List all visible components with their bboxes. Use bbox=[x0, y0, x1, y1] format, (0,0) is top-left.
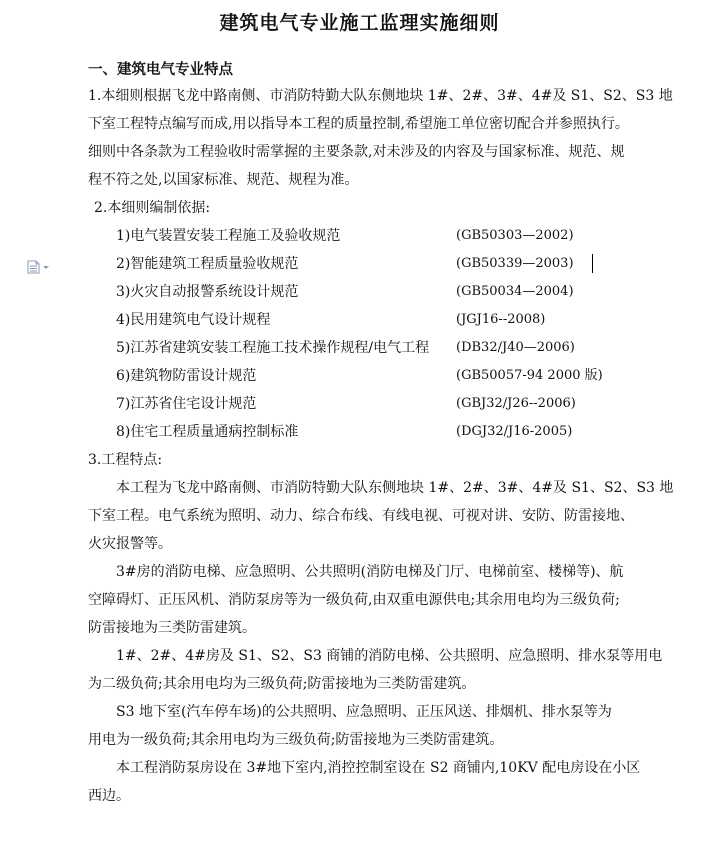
text-line: 本工程消防泵房设在 3#地下室内,消控控制室设在 S2 商铺内,10KV 配电房设在小区 bbox=[116, 760, 641, 776]
reference-name: 8)住宅工程质量通病控制标准 bbox=[116, 424, 299, 440]
text-line: 1.本细则根据飞龙中路南侧、市消防特勤大队东侧地块 1#、2#、3#、4#及 S1、S2、S3 地 bbox=[88, 88, 673, 104]
reference-name: 1)电气装置安装工程施工及验收规范 bbox=[116, 228, 341, 244]
reference-name: 3)火灾自动报警系统设计规范 bbox=[116, 284, 299, 300]
item1-paragraph bbox=[88, 82, 673, 194]
text-line: 程不符之处,以国家标准、规范、规程为准。 bbox=[88, 172, 359, 188]
text-line: 用电为一级负荷;其余用电均为三级负荷;防雷接地为三类防雷建筑。 bbox=[88, 732, 504, 748]
item3-paragraph-4 bbox=[88, 698, 648, 754]
text-line: 本工程为飞龙中路南侧、市消防特勤大队东侧地块 1#、2#、3#、4#及 S1、S2、S3 地 bbox=[116, 480, 674, 496]
reference-code: (JGJ16--2008) bbox=[456, 312, 546, 327]
reference-code: (GB50303—2002) bbox=[456, 228, 574, 243]
reference-code: (GBJ32/J26--2006) bbox=[456, 396, 576, 411]
item3-paragraph-2 bbox=[88, 558, 648, 642]
text-line: 空障碍灯、正压风机、消防泵房等为一级负荷,由双重电源供电;其余用电均为三级负荷; bbox=[88, 592, 620, 608]
text-line: 细则中各条款为工程验收时需掌握的主要条款,对未涉及的内容及与国家标准、规范、规 bbox=[88, 144, 625, 160]
item3-paragraph-5 bbox=[88, 754, 648, 810]
reference-row bbox=[116, 278, 574, 306]
reference-name: 2)智能建筑工程质量验收规范 bbox=[116, 256, 299, 272]
reference-code: (GB50057-94 2000 版) bbox=[456, 368, 603, 383]
section-heading: 一、建筑电气专业特点 bbox=[88, 61, 233, 78]
reference-row bbox=[116, 306, 546, 334]
text-line: 3#房的消防电梯、应急照明、公共照明(消防电梯及门厅、电梯前室、楼梯等)、航 bbox=[116, 564, 624, 580]
reference-name: 7)江苏省住宅设计规范 bbox=[116, 396, 257, 412]
paragraph-options-icon[interactable] bbox=[27, 259, 55, 273]
reference-row bbox=[116, 222, 574, 250]
reference-row bbox=[116, 362, 603, 390]
item3-paragraph-3 bbox=[88, 642, 663, 698]
text-line: 1#、2#、4#房及 S1、S2、S3 商铺的消防电梯、公共照明、应急照明、排水泵等用电 bbox=[116, 648, 663, 664]
text-line: 西边。 bbox=[88, 788, 130, 804]
text-line: 下室工程。电气系统为照明、动力、综合布线、有线电视、可视对讲、安防、防雷接地、 bbox=[88, 508, 634, 524]
reference-row bbox=[116, 250, 574, 278]
reference-code: (GB50034—2004) bbox=[456, 284, 574, 299]
reference-row bbox=[116, 334, 575, 362]
item2-label bbox=[94, 194, 654, 222]
reference-row bbox=[116, 390, 576, 418]
document-title: 建筑电气专业施工监理实施细则 bbox=[219, 12, 500, 34]
text-cursor bbox=[592, 254, 593, 273]
text-line: 火灾报警等。 bbox=[88, 536, 172, 552]
reference-code: (GB50339—2003) bbox=[456, 256, 574, 271]
text-line: 防雷接地为三类防雷建筑。 bbox=[88, 620, 256, 636]
reference-name: 4)民用建筑电气设计规程 bbox=[116, 312, 271, 328]
item3-label bbox=[88, 446, 648, 474]
text-line: 下室工程特点编写而成,用以指导本工程的质量控制,希望施工单位密切配合并参照执行。 bbox=[88, 116, 629, 132]
text-line: 3.工程特点: bbox=[88, 452, 163, 468]
text-line: S3 地下室(汽车停车场)的公共照明、应急照明、正压风送、排烟机、排水泵等为 bbox=[116, 704, 612, 720]
reference-name: 6)建筑物防雷设计规范 bbox=[116, 368, 257, 384]
text-line: 2.本细则编制依据: bbox=[94, 200, 211, 216]
text-line: 为二级负荷;其余用电均为三级负荷;防雷接地为三类防雷建筑。 bbox=[88, 676, 476, 692]
reference-row bbox=[116, 418, 573, 446]
reference-name: 5)江苏省建筑安装工程施工技术操作规程/电气工程 bbox=[116, 340, 430, 356]
item3-paragraph-1 bbox=[88, 474, 674, 558]
reference-code: (DGJ32/J16-2005) bbox=[456, 424, 573, 439]
reference-code: (DB32/J40—2006) bbox=[456, 340, 575, 355]
